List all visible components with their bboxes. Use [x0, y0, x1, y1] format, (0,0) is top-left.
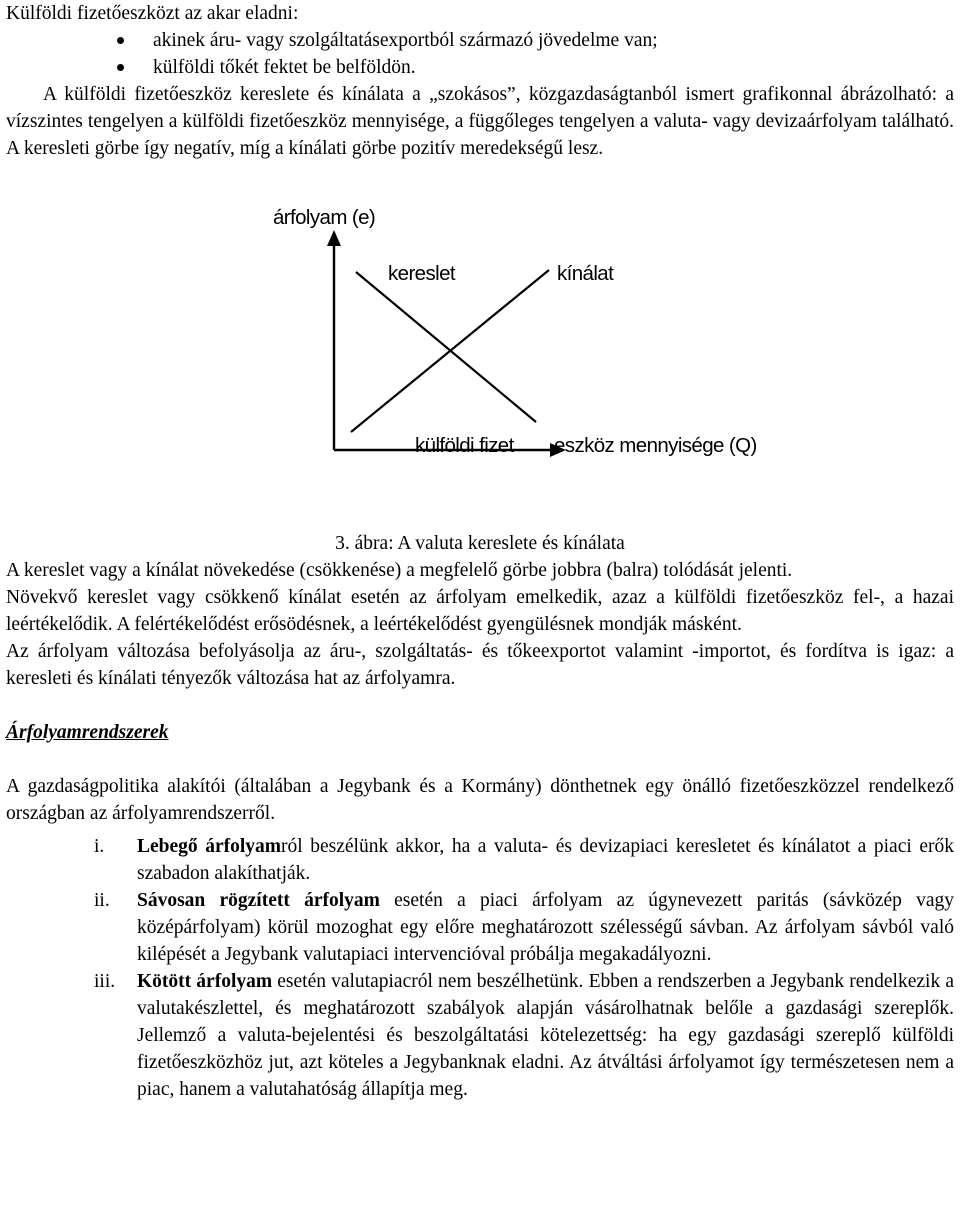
list-item-term: Sávosan rögzített árfolyam [137, 890, 380, 911]
list-item-text: esetén a piaci árfolyam az úgynevezett paritás (sávközép vagy középárfolyam) körül mozoghat egy előre meghatározott szélességű sávban. Az árfolyam sávból való kilépését a Jegybank valutapiaci intervencióval próbálja megakadályozni. [137, 890, 955, 965]
supply-label: kínálat [557, 262, 614, 285]
list-item-term: Kötött árfolyam [137, 971, 273, 992]
bullet-icon [117, 64, 124, 71]
list-item-term: Lebegő árfolyam [137, 836, 282, 857]
supply-demand-figure [6, 162, 954, 530]
body-paragraph: Az árfolyam változása befolyásolja az áru-, szolgáltatás- és tőkeexportot valamint -importot, és fordítva is igaz: a keresleti és kínálati tényezők változása hat az árfolyamra. [6, 641, 954, 689]
demand-label: kereslet [388, 262, 455, 285]
bullet-text: akinek áru- vagy szolgáltatásexportból származó jövedelme van; [153, 30, 658, 51]
list-item-text: ról beszélünk akkor, ha a valuta- és devizapiaci keresletet és kínálatot a piaci erők szabadon alakíthatják. [137, 836, 954, 884]
spacer [6, 692, 954, 719]
list-item [6, 887, 954, 968]
y-axis-arrowhead [327, 230, 341, 246]
list-number: ii. [94, 890, 110, 911]
list-item [6, 968, 954, 1103]
section-intro: A gazdaságpolitika alakítói (általában a Jegybank és a Kormány) dönthetnek egy önálló fizetőeszközzel rendelkező országban az árfolyamrendszerről. [6, 776, 954, 824]
y-axis-label: árfolyam (e) [273, 206, 376, 229]
list-number: i. [94, 836, 105, 857]
document-page [6, 0, 954, 1103]
body-paragraph: A kereslet vagy a kínálat növekedése (csökkenése) a megfelelő görbe jobbra (balra) tolódását jelenti. [6, 560, 793, 581]
demand-curve [356, 272, 536, 422]
bullet-item [6, 27, 954, 54]
bullet-icon [117, 37, 124, 44]
bullet-text: külföldi tőkét fektet be belföldön. [153, 57, 416, 78]
list-item-text: esetén valutapiacról nem beszélhetünk. Ebben a rendszerben a Jegybank rendelkezik a valutakészlettel, és meghatározott szabályok alapján vásárolhatnak belőle a gazdasági szereplők. Jellemző a valuta-bejelentési és beszolgáltatási kötelezettség: ha egy gazdasági szereplő külföldi fizetőeszközhöz jut, azt köteles a Jegybanknak eladni. Az átváltási árfolyamot így természetesen nem a piac, hanem a valutahatóság állapítja meg. [137, 971, 954, 1100]
figure-diagram [6, 162, 954, 530]
x-axis-label-left: külföldi fizet [415, 434, 514, 457]
bullet-item [6, 54, 954, 81]
section-heading: Árfolyamrendszerek [6, 722, 169, 743]
regime-list [6, 833, 954, 1103]
list-number: iii. [94, 971, 116, 992]
x-axis-label-right: eszköz mennyisége (Q) [554, 434, 757, 457]
spacer [6, 746, 954, 773]
figure-caption: 3. ábra: A valuta kereslete és kínálata [335, 533, 625, 554]
body-paragraph: Növekvő kereslet vagy csökkenő kínálat esetén az árfolyam emelkedik, azaz a külföldi fizetőeszköz fel-, a hazai leértékelődik. A felértékelődést erősödésnek, a leértékelődést gyengülésnek mondják másként. [6, 587, 954, 635]
intro-paragraph: A külföldi fizetőeszköz kereslete és kínálata a „szokásos”, közgazdaságtanból ismert grafikonnal ábrázolható: a vízszintes tengelyen a külföldi fizetőeszköz mennyisége, a függőleges tengelyen a valuta- vagy devizaárfolyam található. A keresleti görbe így negatív, míg a kínálati görbe pozitív meredekségű lesz. [6, 84, 954, 159]
list-item [6, 833, 954, 887]
intro-line: Külföldi fizetőeszközt az akar eladni: [6, 3, 299, 24]
intro-bullet-list [6, 27, 954, 81]
